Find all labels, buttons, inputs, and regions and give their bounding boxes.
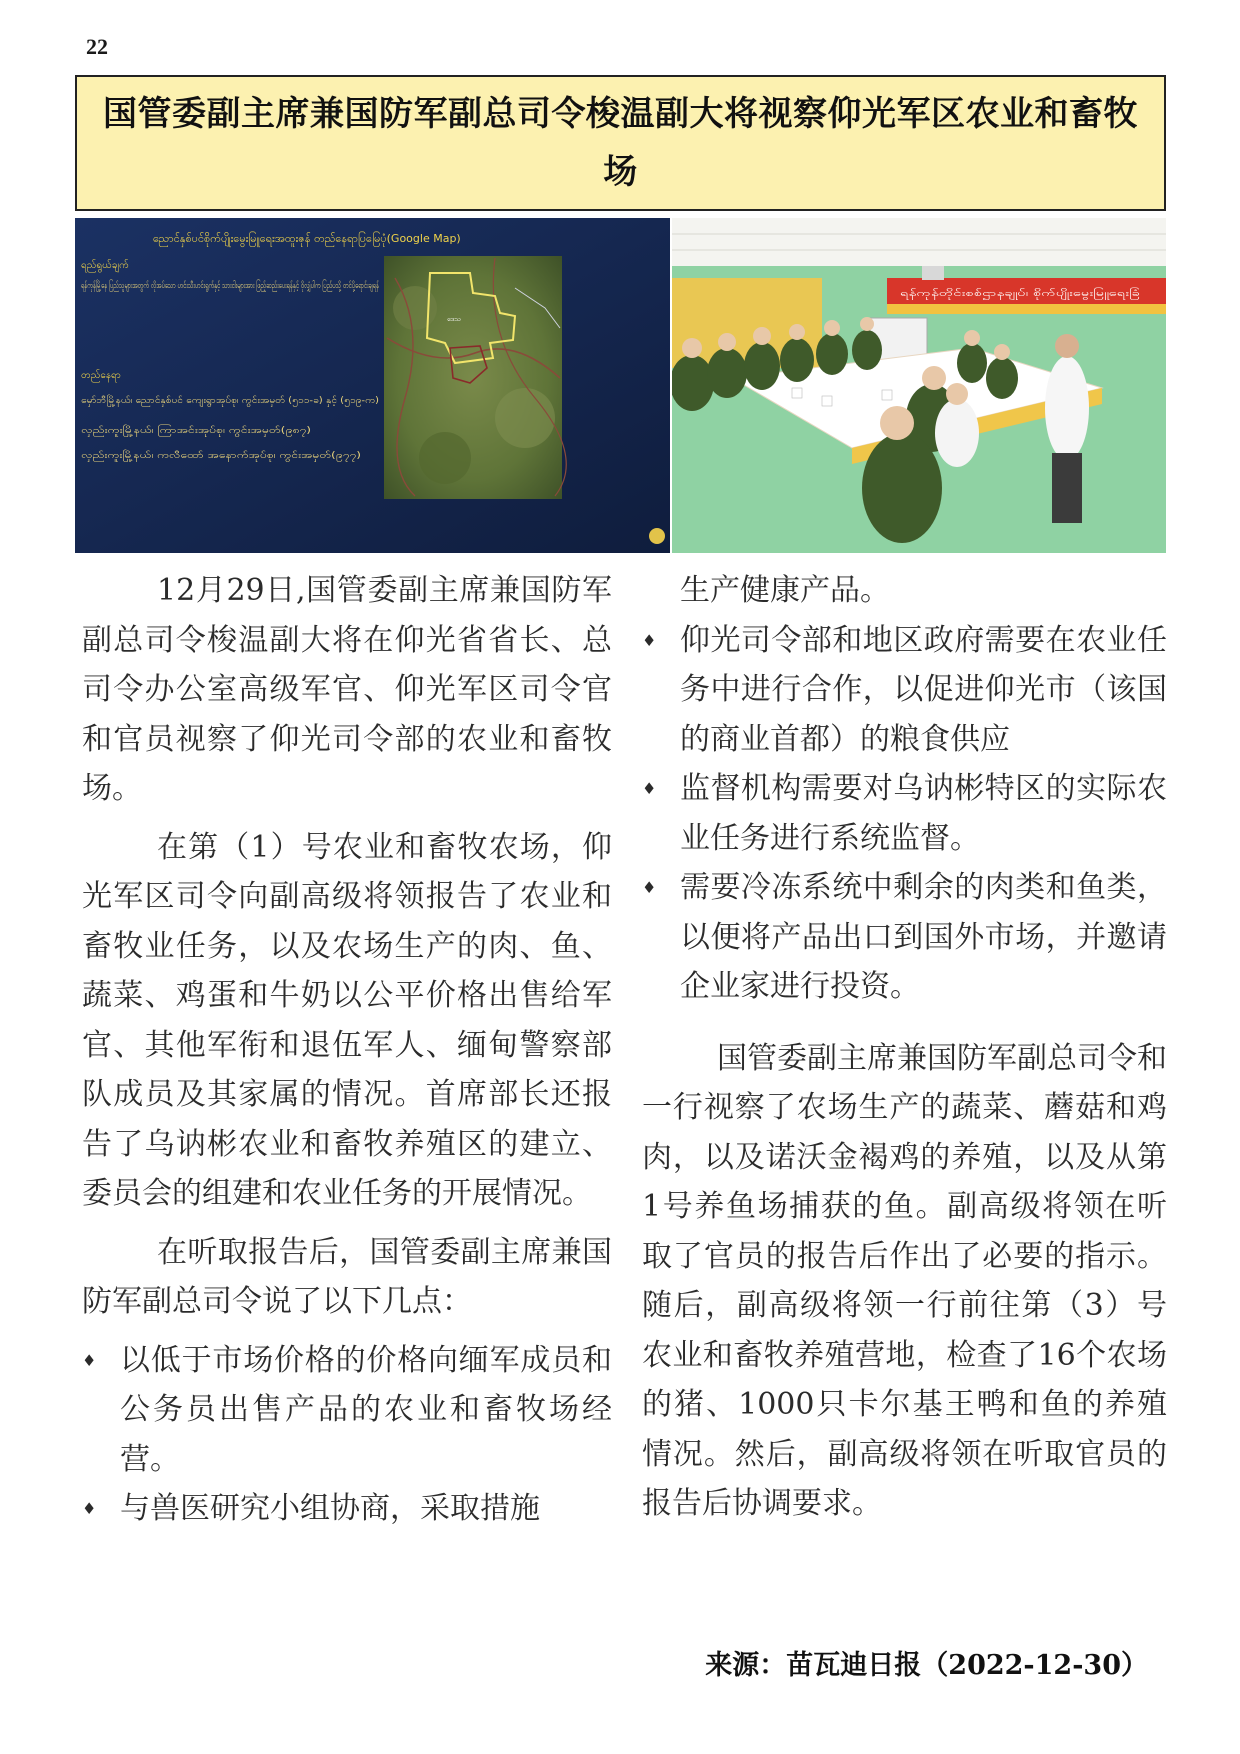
slide-section-item: ရန်ကုန်မြို့နေ ပြည်သူများအတွက် လိုအပ်သော ဟင်းသီးဟင်းရွက်နှင့် သားငါးများအား ဖြည့်ဆည်းပေးရန်နှင့် ဝိုလျှံပါက ပြည်ပသို့ တင်ပို့ရောင်းချရန် [81, 281, 521, 291]
bullet-icon: ♦ [642, 779, 657, 798]
bullet-list [642, 566, 1167, 1012]
list-item [642, 863, 1167, 1012]
slide-section-item: မှော်ဘီမြို့နယ်၊ ညောင်နှစ်ပင် ကျေးရွာအုပ်စု၊ ကွင်းအမှတ် (၅၁၁-ခ) နှင့် (၅၁၉-က) [81, 396, 330, 406]
banner-text: ရန်ကုန်တိုင်းစစ်ဌာနချုပ်၊ စိုက်ပျိုးမွေးမြူရေးခြံ [900, 289, 1045, 299]
bullet-icon: ♦ [642, 878, 657, 897]
list-item-text: 以低于市场价格的价格向缅军成员和公务员出售产品的农业和畜牧场经营。 [120, 1342, 612, 1477]
bullet-icon: ♦ [642, 630, 657, 650]
slide-image [75, 218, 670, 553]
bullet-list [82, 1336, 612, 1534]
list-item [82, 1336, 612, 1485]
map-label: ဒေသ [447, 315, 461, 323]
meeting-photo [672, 218, 1166, 553]
page-number: 22 [86, 34, 108, 59]
list-item-text: 与兽医研究小组协商，采取措施 [120, 1491, 540, 1526]
left-column [82, 566, 612, 1534]
article-title-box [75, 75, 1166, 211]
article-title: 国管委副主席兼国防军副总司令梭温副大将视察仰光军区农业和畜牧场 [103, 94, 1138, 192]
bullet-icon: ♦ [82, 1499, 97, 1518]
list-item-text: 生产健康产品。 [680, 573, 890, 608]
meeting-image [672, 218, 1166, 553]
slide-photo [75, 218, 670, 553]
paragraph: 12月29日,国管委副主席兼国防军副总司令梭温副大将在仰光省省长、总司令办公室高级军官、仰光军区司令官和官员视察了仰光司令部的农业和畜牧场。 [82, 573, 612, 806]
list-item-text: 需要冷冻系统中剩余的肉类和鱼类，以便将产品出口到国外市场，并邀请企业家进行投资。 [680, 870, 1167, 1004]
google-map-image [384, 256, 566, 499]
list-item-continuation [642, 566, 1167, 616]
right-column [642, 566, 1167, 1529]
slide-section-item: လှည်းကူးမြို့နယ်၊ ကြာအင်းအုပ်စု၊ ကွင်းအမှတ်(၉၈၇) [81, 426, 241, 436]
paragraph: 在第（1）号农业和畜牧农场，仰光军区司令向副高级将领报告了农业和畜牧业任务，以及农场生产的肉、鱼、蔬菜、鸡蛋和牛奶以公平价格出售给军官、其他军衔和退伍军人、缅甸警察部队成员及其家属的情况。首席部长还报告了乌讷彬农业和畜牧养殖区的建立、委员会的组建和农业任务的开展情况。 [82, 829, 612, 1211]
bullet-icon: ♦ [82, 1350, 97, 1370]
list-item-text: 仰光司令部和地区政府需要在农业任务中进行合作，以促进仰光市（该国的商业首都）的粮食供应 [680, 622, 1167, 757]
source-credit: 来源：苗瓦迪日报（2022-12-30） [705, 1650, 1148, 1681]
slide-number-badge [649, 528, 665, 544]
paragraph: 国管委副主席兼国防军副总司令和一行视察了农场生产的蔬菜、蘑菇和鸡肉，以及诺沃金褐鸡的养殖，以及从第1号养鱼场捕获的鱼。副高级将领在听取了官员的报告后作出了必要的指示。随后，副高级将领一行前往第（3）号农业和畜牧养殖营地，检查了16个农场的猪、1000只卡尔基王鸭和鱼的养殖情况。然后，副高级将领在听取官员的报告后协调要求。 [642, 1040, 1167, 1521]
list-item [642, 764, 1167, 863]
slide-section-item: လှည်းကူးမြို့နယ်၊ ကလီထော် အနောက်အုပ်စု၊ ကွင်းအမှတ်(၉၇၇) [81, 451, 277, 461]
paragraph: 在听取报告后，国管委副主席兼国防军副总司令说了以下几点： [82, 1234, 612, 1319]
list-item [642, 616, 1167, 765]
slide-section-heading: ရည်ရွယ်ချက် [81, 260, 129, 271]
list-item-text: 监督机构需要对乌讷彬特区的实际农业任务进行系统监督。 [680, 771, 1167, 856]
slide-section-heading: တည်နေရာ [81, 370, 121, 381]
list-item [82, 1484, 612, 1534]
slide-title: ညောင်နှစ်ပင်စိုက်ပျိုးမွေးမြူရေးအထူးဇုန် တည်နေရာပြမြေပုံ(Google Map) [153, 232, 461, 245]
